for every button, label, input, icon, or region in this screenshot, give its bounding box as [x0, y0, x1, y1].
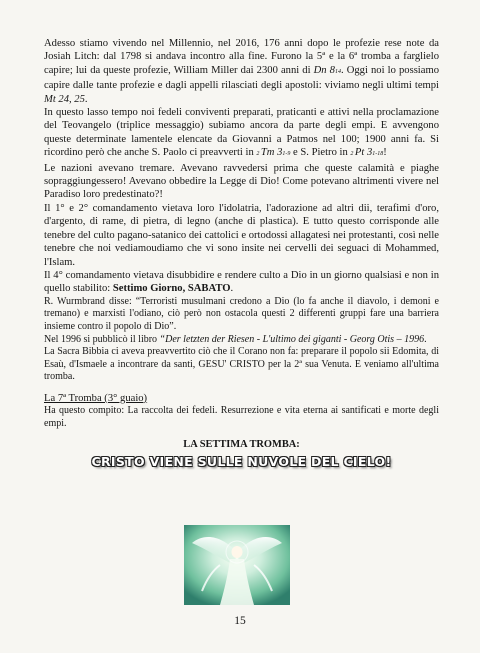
paragraph-millennium: Adesso stiamo vivendo nel Millennio, nel 2016, 176 anni dopo le profezie rese note da Josiah Litch: dal 1798 si andava incontro alla fine. Furono la 5ª e la 6ª tromba a farglielo capire; lui da queste profezie, William Miller dai 2300 anni di Dn 814. Oggi noi lo possiamo capire dalle tante profezie e dagli appelli rilasciati degli apostoli: viviamo negli ultimi tempi Mt 24, 25.	[44, 38, 439, 105]
paragraph-nations: Le nazioni avevano tremare. Avevano ravvedersi prima che queste calamità e piaghe sopraggiungessero! Avevano obbedire la Legge di Dio! Come potevano altrimenti vivere nel Paradiso loro predestinato?!	[44, 162, 439, 201]
verse-subscript: 1-18	[372, 151, 384, 158]
paragraph-book: Nel 1996 si pubblicò il libro “Der letzten der Riesen - L'ultimo dei giganti - Georg Otis – 1996.	[44, 333, 427, 345]
section-heading: La 7ª Tromba (3° guaio)	[44, 392, 148, 404]
section-body: Ha questo compito: La raccolta dei fedeli. Resurrezione e vita eterna ai santificati e morte degli empi.	[44, 405, 439, 429]
paragraph-wurmbrand-quote: R. Wurmbrand disse: “Terroristi musulmani credono a Dio (lo fa anche il diavolo, i demoni e tremano) e marxisti l'odiano, ciò però non ostacola questi 2 differenti gruppi fare una barriera insieme contro il popolo di Dio”.	[44, 295, 439, 332]
page-number: 15	[234, 615, 246, 627]
paragraph-faithful: In questo lasso tempo noi fedeli conviventi preparati, praticanti e attivi nella proclamazione del Teovangelo (triplice messaggio) subiamo ancora da parte degli empi. E avvengono queste determinate lamentele elencate da Giovanni a Patmos nel 100; 1900 anni fa. Si ricordino però che anche S. Paolo ci preavverti in 2 Tm 31-9 e S. Pietro in 2 Pt 31-18!	[44, 107, 439, 159]
verse-subscript: 1-9	[282, 151, 291, 158]
angel-illustration	[184, 525, 290, 605]
paragraph-fourth-commandment: Il 4° comandamento vietava disubbidire e rendere culto a Dio in un giorno qualsiasi e non in quello stabilito: Settimo Giorno, SABATO.	[44, 269, 439, 295]
verse-subscript: 14	[334, 68, 341, 75]
bible-reference: Mt 24, 25	[44, 93, 85, 105]
sabbath-emphasis: Settimo Giorno, SABATO	[112, 283, 231, 295]
paragraph-bible-warning: La Sacra Bibbia ci aveva preavvertito ciò che il Corano non fa: preparare il popolo sii Edomita, di Esaù, d'Ismaele a incontrare da santi, GESU' CRISTO per la 2ª sua Venuta. E veniamo all'ultima tromba.	[44, 346, 439, 383]
bible-reference: Tm 3	[260, 147, 283, 159]
headline-banner: CRISTO VIENE SULLE NUVOLE DEL CIELO!	[91, 453, 392, 469]
body-text	[44, 37, 439, 468]
bible-reference: Pt 3	[354, 147, 373, 159]
seventh-trumpet-title: LA SETTIMA TROMBA:	[183, 439, 300, 451]
paragraph-commandments: Il 1° e 2° comandamento vietava loro l'idolatria, l'adorazione ad altri dii, terafimi d'oro, d'argento, di rame, di pietra, di legno (anche di plastica). E tutto questo corrisponde alle tenebre del culto pagano-satanico dei cattolici e ortodossi allagatesi nei protestanti, così nelle tenebre che noi vediamoudiamo che vi sono insite nei cervelli dei seguaci di Mohammed, l'Islam.	[44, 202, 439, 268]
book-title: “Der letzten der Riesen - L'ultimo dei giganti - Georg Otis – 1996	[159, 333, 425, 345]
bible-reference: Dn 8	[313, 64, 335, 76]
